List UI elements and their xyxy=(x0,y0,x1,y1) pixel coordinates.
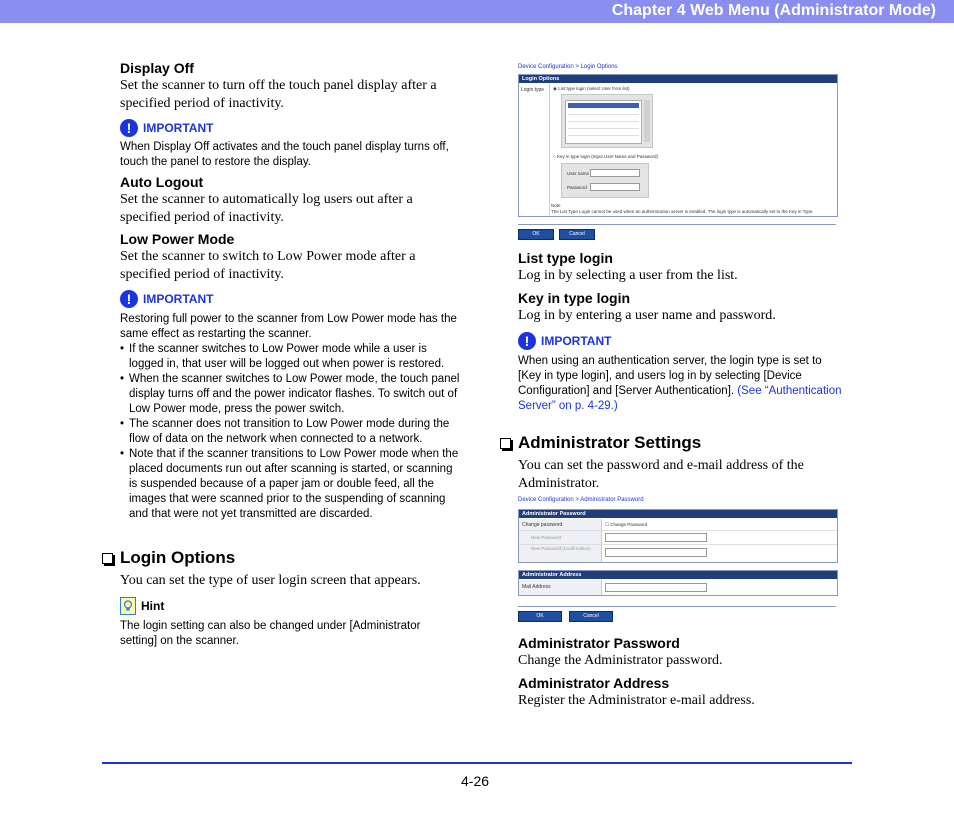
cancel-button[interactable]: Cancel xyxy=(559,229,595,240)
display-off-heading: Display Off xyxy=(120,60,194,76)
hint-note xyxy=(120,596,164,616)
important-icon: ! xyxy=(120,290,138,308)
list-item: • When the scanner switches to Low Power mode, the touch panel display turns off and the power indicator flashes. To switch out of Low Power mode, press the power switch. xyxy=(120,372,460,417)
divider xyxy=(549,84,550,215)
section-box-icon xyxy=(102,553,113,564)
auto-logout-text: Set the scanner to automatically log users out after a specified period of inactivity. xyxy=(120,192,413,225)
screenshot-breadcrumb: Device Configuration > Administrator Password xyxy=(518,497,644,503)
important-note-1 xyxy=(120,118,460,138)
important-text-1: When Display Off activates and the touch panel display turns off, touch the panel to restore the display. xyxy=(120,141,449,168)
mail-address-label: Mail Address xyxy=(522,584,551,590)
panel-title-bar: Administrator Address xyxy=(519,571,837,579)
login-options-text: You can set the type of user login screen that appears. xyxy=(120,573,421,588)
important-text-2: Restoring full power to the scanner from Low Power mode has the same effect as restarting the scanner. xyxy=(120,313,457,340)
admin-fields-section xyxy=(518,635,843,710)
admin-address-text: Register the Administrator e-mail address. xyxy=(518,693,755,708)
login-options-screenshot xyxy=(518,64,838,237)
chapter-title: Chapter 4 Web Menu (Administrator Mode) xyxy=(611,2,936,19)
low-power-bullet-list xyxy=(120,342,460,522)
login-types-section xyxy=(518,250,843,414)
list-item: • If the scanner switches to Low Power mode while a user is logged in, that user will be logged out when power is restored. xyxy=(120,342,460,372)
key-in-type-radio[interactable]: ○ Key in type login (Input User Name and Password) xyxy=(553,154,659,159)
footer-divider xyxy=(102,762,852,764)
important-label: IMPORTANT xyxy=(143,292,214,306)
login-options-panel xyxy=(518,74,838,217)
important-icon: ! xyxy=(518,332,536,350)
divider xyxy=(518,224,836,225)
user-name-label: User name xyxy=(567,171,590,176)
new-password-label: New Password xyxy=(531,535,562,540)
auto-logout-heading: Auto Logout xyxy=(120,174,204,190)
password-label: Password xyxy=(567,185,587,190)
login-options-section-title: Login Options xyxy=(102,548,235,568)
hint-label: Hint xyxy=(141,599,165,613)
admin-password-text: Change the Administrator password. xyxy=(518,653,723,668)
important-text-3: When using an authentication server, the login type is set to [Key in type login], and users log in by selecting [Device Configuration] and [Server Authentication]. (See “Authentication Server” on p. 4-29.) xyxy=(518,355,842,412)
key-in-text: Log in by entering a user name and password. xyxy=(518,308,776,323)
important-label: IMPORTANT xyxy=(541,334,612,348)
panel-title-bar: Login Options xyxy=(519,75,837,83)
section-box-icon xyxy=(500,438,511,449)
ok-button[interactable]: OK xyxy=(518,611,562,622)
list-type-text: Log in by selecting a user from the list. xyxy=(518,268,738,283)
confirm-password-label: New Password (Confirmation) xyxy=(531,546,591,551)
panel-title-bar: Administrator Password xyxy=(519,510,837,518)
admin-address-heading: Administrator Address xyxy=(518,675,670,691)
hint-text: The login setting can also be changed under [Administrator setting] on the scanner. xyxy=(120,620,421,647)
note-label: Note xyxy=(551,203,561,208)
change-password-checkbox[interactable]: ☐ Change Password xyxy=(605,522,648,527)
list-type-radio[interactable]: ◉ List type login (select User from list) xyxy=(553,86,630,91)
admin-password-screenshot xyxy=(518,497,838,627)
see-authentication-link[interactable]: (See “Authentication Server” on p. 4-29.) xyxy=(518,385,842,412)
list-scrollbar[interactable] xyxy=(644,100,650,142)
list-item: • Note that if the scanner transitions to Low Power mode when the placed documents run out after scanning is started, or scanning is suspended because of a paper jam or double feed, all the images that were scanned prior to the suspending of scanning and that were not yet transmitted are discarded. xyxy=(120,447,460,522)
screenshot-breadcrumb: Device Configuration > Login Options xyxy=(518,64,618,70)
lightbulb-icon xyxy=(120,597,136,615)
important-note-2 xyxy=(120,289,460,309)
admin-settings-text: You can set the password and e-mail address of the Administrator. xyxy=(518,458,804,491)
user-list[interactable] xyxy=(565,100,642,144)
important-note-3 xyxy=(518,331,843,351)
confirm-password-input[interactable] xyxy=(605,548,707,557)
left-column xyxy=(120,60,460,522)
admin-address-panel xyxy=(518,570,838,596)
mail-address-input[interactable] xyxy=(605,583,707,592)
cancel-button[interactable]: Cancel xyxy=(569,611,613,622)
password-input[interactable] xyxy=(590,183,640,191)
admin-settings-section-title: Administrator Settings xyxy=(500,433,701,453)
list-item: • The scanner does not transition to Low Power mode during the flow of data on the network when connected to a network. xyxy=(120,417,460,447)
key-in-box xyxy=(561,163,649,198)
chapter-header xyxy=(0,0,954,23)
display-off-text: Set the scanner to turn off the touch panel display after a specified period of inactivity. xyxy=(120,78,437,111)
admin-password-heading: Administrator Password xyxy=(518,635,680,651)
divider xyxy=(518,606,836,607)
login-type-label: Login type xyxy=(521,87,545,93)
low-power-heading: Low Power Mode xyxy=(120,231,235,247)
user-list-box[interactable] xyxy=(561,94,653,148)
note-text: The List Type Login cannot be used when an authentication server is enabled. The login type is automatically set to the Key in Type. xyxy=(551,209,814,214)
key-in-heading: Key in type login xyxy=(518,290,631,306)
change-password-label: Change password xyxy=(522,522,563,528)
important-label: IMPORTANT xyxy=(143,121,214,135)
ok-button[interactable]: OK xyxy=(518,229,554,240)
list-type-heading: List type login xyxy=(518,250,613,266)
user-name-input[interactable] xyxy=(590,169,640,177)
important-icon: ! xyxy=(120,119,138,137)
low-power-text: Set the scanner to switch to Low Power mode after a specified period of inactivity. xyxy=(120,249,416,282)
admin-password-panel xyxy=(518,509,838,563)
page-number: 4-26 xyxy=(461,773,490,789)
new-password-input[interactable] xyxy=(605,533,707,542)
